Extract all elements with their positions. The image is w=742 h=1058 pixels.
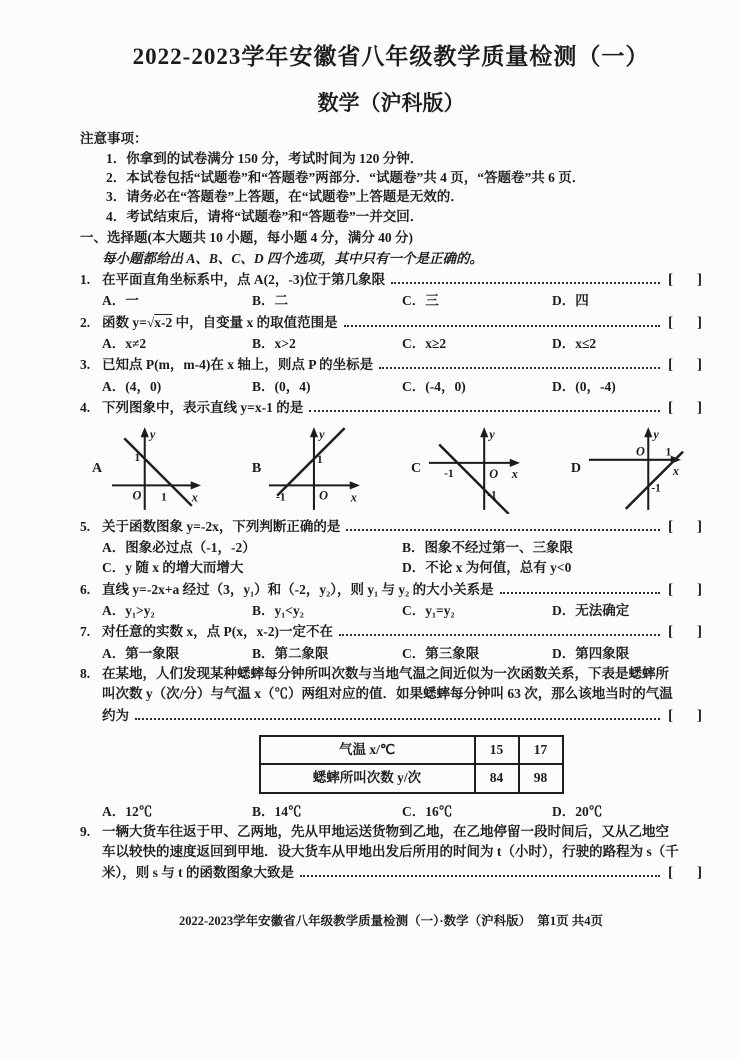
notice-item-3: 3．请务必在“答题卷”上答题，在“试题卷”上答题是无效的． xyxy=(106,189,464,205)
q2-option-c: C．x≥2 xyxy=(402,336,447,352)
dotted-leader xyxy=(309,410,660,412)
y-axis-label: y xyxy=(489,426,495,441)
bracket-open: [ xyxy=(668,581,673,598)
q5-option-c: C．y 随 x 的增大而增大 xyxy=(102,560,244,576)
exam-subtitle: 数学（沪科版） xyxy=(317,91,465,115)
q7-option-d: D．第四象限 xyxy=(552,645,630,661)
question-number: 7. xyxy=(80,624,91,640)
section-subheading: 每小题都给出 A、B、C、D 四个选项，其中只有一个是正确的。 xyxy=(102,250,484,266)
question-5 xyxy=(80,516,702,579)
answer-bracket xyxy=(668,621,702,644)
y-axis-label: y xyxy=(653,426,659,441)
x-tick-label: -1 xyxy=(276,491,286,504)
question-number: 4. xyxy=(80,400,91,416)
q5-option-a: A．图象必过点（-1，-2） xyxy=(102,540,256,556)
q5-option-b: B．图象不经过第一、三象限 xyxy=(402,540,574,556)
x-tick-label: 1 xyxy=(161,491,167,504)
row-label: 蟋蟀所叫次数 y/次 xyxy=(260,764,475,792)
x-tick-label: -1 xyxy=(444,467,454,480)
y-axis-label: y xyxy=(319,426,325,441)
q8-option-c: C．16℃ xyxy=(402,803,453,819)
line-graph-d xyxy=(584,424,688,514)
q2-option-d: D．x≤2 xyxy=(552,336,597,352)
notice-item-1: 1．你拿到的试卷满分 150 分，考试时间为 120 分钟． xyxy=(106,150,424,166)
q4-graph-d xyxy=(571,424,688,514)
question-stem: 关于函数图象 y=-2x，下列判断正确的是 xyxy=(102,518,341,534)
question-stem xyxy=(102,313,338,333)
question-stem-line3: 约为 xyxy=(102,707,129,723)
question-stem-line1: 一辆大货车往返于甲、乙两地，先从甲地运送货物到乙地，在乙地停留一段时间后，又从乙地空 xyxy=(102,823,669,839)
answer-bracket xyxy=(668,516,702,539)
bracket-open: [ xyxy=(668,707,673,724)
question-stem-line3: 米），则 s 与 t 的函数图象大致是 xyxy=(102,865,294,881)
notice-item-2: 2．本试卷包括“试题卷”和“答题卷”两部分．“试题卷”共 4 页，“答题卷”共 6 页． xyxy=(106,170,586,185)
question-2 xyxy=(80,312,702,355)
q8-option-d: D．20℃ xyxy=(552,803,603,819)
origin-label: O xyxy=(635,444,645,459)
bracket-open: [ xyxy=(668,865,673,882)
question-stem: 直线 y=-2x+a 经过（3，y₁）和（-2，y₂），则 y₁ 与 y₂ 的大小关系是 xyxy=(102,581,494,597)
question-stem: 对任意的实数 x，点 P(x，x-2)一定不在 xyxy=(102,624,333,640)
q1-option-b: B．二 xyxy=(252,293,289,309)
dotted-leader xyxy=(344,325,660,327)
bracket-open: [ xyxy=(668,400,673,417)
bracket-close: ] xyxy=(697,581,702,598)
exam-title: 2022-2023学年安徽省八年级教学质量检测（一） xyxy=(132,44,650,69)
dotted-leader xyxy=(339,634,660,636)
q8-option-b: B．14℃ xyxy=(252,803,302,819)
row-label: 气温 x/℃ xyxy=(260,736,475,764)
x-tick-label: 1 xyxy=(665,446,672,459)
question-stem-line2: 叫次数 y（次/分）与气温 x（℃）两组对应的值．如果蟋蟀每分钟叫 63 次，那么该地当时的气温 xyxy=(102,686,673,702)
question-9 xyxy=(80,822,702,885)
q6-option-a: A．y₁>y₂ xyxy=(102,603,155,619)
table-cell: 17 xyxy=(519,736,563,764)
graph-label: B xyxy=(251,461,262,477)
table-cell: 84 xyxy=(475,764,519,792)
graph-label: A xyxy=(92,461,103,477)
table-cell: 98 xyxy=(519,764,563,792)
bracket-open: [ xyxy=(668,314,673,331)
y-tick-label: 1 xyxy=(317,453,323,466)
q1-option-d: D．四 xyxy=(552,293,589,309)
answer-bracket xyxy=(668,354,702,377)
x-axis-label: x xyxy=(672,463,679,478)
bracket-close: ] xyxy=(697,271,702,288)
question-7 xyxy=(80,621,702,664)
dotted-leader xyxy=(500,592,660,594)
line-graph-a xyxy=(105,424,209,514)
sqrt-content: x-2 xyxy=(154,314,173,330)
question-stem: 在平面直角坐标系中，点 A(2，-3)位于第几象限 xyxy=(102,271,386,287)
q1-option-a: A．一 xyxy=(102,293,139,309)
bracket-open: [ xyxy=(668,357,673,374)
x-axis-label: x xyxy=(191,490,199,505)
bracket-open: [ xyxy=(668,624,673,641)
q1-option-c: C．三 xyxy=(402,293,439,309)
cricket-table xyxy=(259,735,564,794)
origin-label: O xyxy=(319,488,329,503)
graph-label: D xyxy=(570,461,581,477)
q7-option-c: C．第三象限 xyxy=(402,645,480,661)
answer-bracket xyxy=(668,705,702,728)
q3-option-d: D．(0，-4) xyxy=(552,378,616,394)
q7-option-a: A．第一象限 xyxy=(102,645,180,661)
bracket-close: ] xyxy=(697,707,702,724)
q2-option-b: B．x>2 xyxy=(252,336,296,352)
question-number: 6. xyxy=(80,581,91,597)
question-4 xyxy=(80,397,702,516)
question-stem-line2: 车以较快的速度返回到甲地．设大货车从甲地出发后所用的时间为 t（小时），行驶的路程为 s（千 xyxy=(102,844,679,860)
question-6 xyxy=(80,579,702,622)
table-row-chirps xyxy=(260,764,563,792)
answer-bracket xyxy=(668,862,702,885)
dotted-leader xyxy=(391,282,660,284)
q4-graph-a xyxy=(92,424,209,514)
question-stem: 下列图象中，表示直线 y=x-1 的是 xyxy=(102,400,304,416)
origin-label: O xyxy=(489,466,499,481)
table-cell: 15 xyxy=(475,736,519,764)
question-stem: 已知点 P(m，m-4)在 x 轴上，则点 P 的坐标是 xyxy=(102,357,374,373)
bracket-open: [ xyxy=(668,518,673,535)
sqrt-radical: √ xyxy=(146,314,155,330)
table-row-temperature xyxy=(260,736,563,764)
answer-bracket xyxy=(668,579,702,602)
question-number: 5. xyxy=(80,518,91,534)
question-number: 2. xyxy=(80,314,91,330)
question-number: 9. xyxy=(80,823,91,839)
y-axis-label: y xyxy=(149,426,156,441)
y-tick-label: 1 xyxy=(134,451,141,464)
notice-heading: 注意事项： xyxy=(80,131,148,146)
y-tick-label: -1 xyxy=(487,489,497,502)
q2-option-a: A．x≠2 xyxy=(102,336,147,352)
x-axis-label: x xyxy=(350,490,358,505)
question-8 xyxy=(80,664,702,822)
stem-pre: 函数 y= xyxy=(102,314,147,330)
question-number: 8. xyxy=(80,666,91,682)
answer-bracket xyxy=(668,269,702,292)
q3-option-a: A．(4，0) xyxy=(102,378,162,394)
q6-option-d: D．无法确定 xyxy=(552,603,630,619)
y-tick-label: -1 xyxy=(651,482,661,495)
x-axis-label: x xyxy=(511,466,519,481)
question-number: 3. xyxy=(80,357,91,373)
q6-option-b: B．y₁<y₂ xyxy=(252,603,304,619)
q4-graphs xyxy=(80,420,702,516)
q5-option-d: D．不论 x 为何值，总有 y<0 xyxy=(402,560,572,576)
page-footer: 2022-2023学年安徽省八年级教学质量检测（一）·数学（沪科版） 第1页 共4页 xyxy=(179,913,603,928)
origin-label: O xyxy=(132,488,142,503)
cricket-table-wrap xyxy=(120,735,702,794)
answer-bracket xyxy=(668,312,702,335)
dotted-leader xyxy=(135,718,660,720)
graph-label: C xyxy=(410,461,422,477)
question-3 xyxy=(80,354,702,397)
q4-graph-b xyxy=(252,424,368,514)
q7-option-b: B．第二象限 xyxy=(252,645,329,661)
answer-bracket xyxy=(668,397,702,420)
bracket-close: ] xyxy=(697,624,702,641)
question-stem-line1: 在某地，人们发现某种蟋蟀每分钟所叫次数与当地气温之间近似为一次函数关系，下表是蟋蟀所 xyxy=(102,666,669,682)
q6-option-c: C．y₁=y₂ xyxy=(402,603,455,619)
dotted-leader xyxy=(346,529,660,531)
notice-item-4: 4．考试结束后，请将“试题卷”和“答题卷”一并交回． xyxy=(106,208,424,224)
bracket-close: ] xyxy=(697,314,702,331)
stem-post: 中，自变量 x 的取值范围是 xyxy=(172,314,338,330)
dotted-leader xyxy=(379,367,660,369)
q8-option-a: A．12℃ xyxy=(102,803,153,819)
dotted-leader xyxy=(300,875,660,877)
line-graph-c xyxy=(424,424,528,514)
question-number: 1. xyxy=(80,271,91,287)
bracket-close: ] xyxy=(697,865,702,882)
section-heading: 一、选择题(本大题共 10 小题，每小题 4 分，满分 40 分) xyxy=(80,230,413,246)
question-1 xyxy=(80,269,702,312)
bracket-close: ] xyxy=(697,518,702,535)
bracket-open: [ xyxy=(668,271,673,288)
line-graph-b xyxy=(264,424,368,514)
bracket-close: ] xyxy=(697,357,702,374)
bracket-close: ] xyxy=(697,400,702,417)
q3-option-b: B．(0，4) xyxy=(252,378,311,394)
q4-graph-c xyxy=(411,424,528,514)
q3-option-c: C．(-4，0) xyxy=(402,378,466,394)
